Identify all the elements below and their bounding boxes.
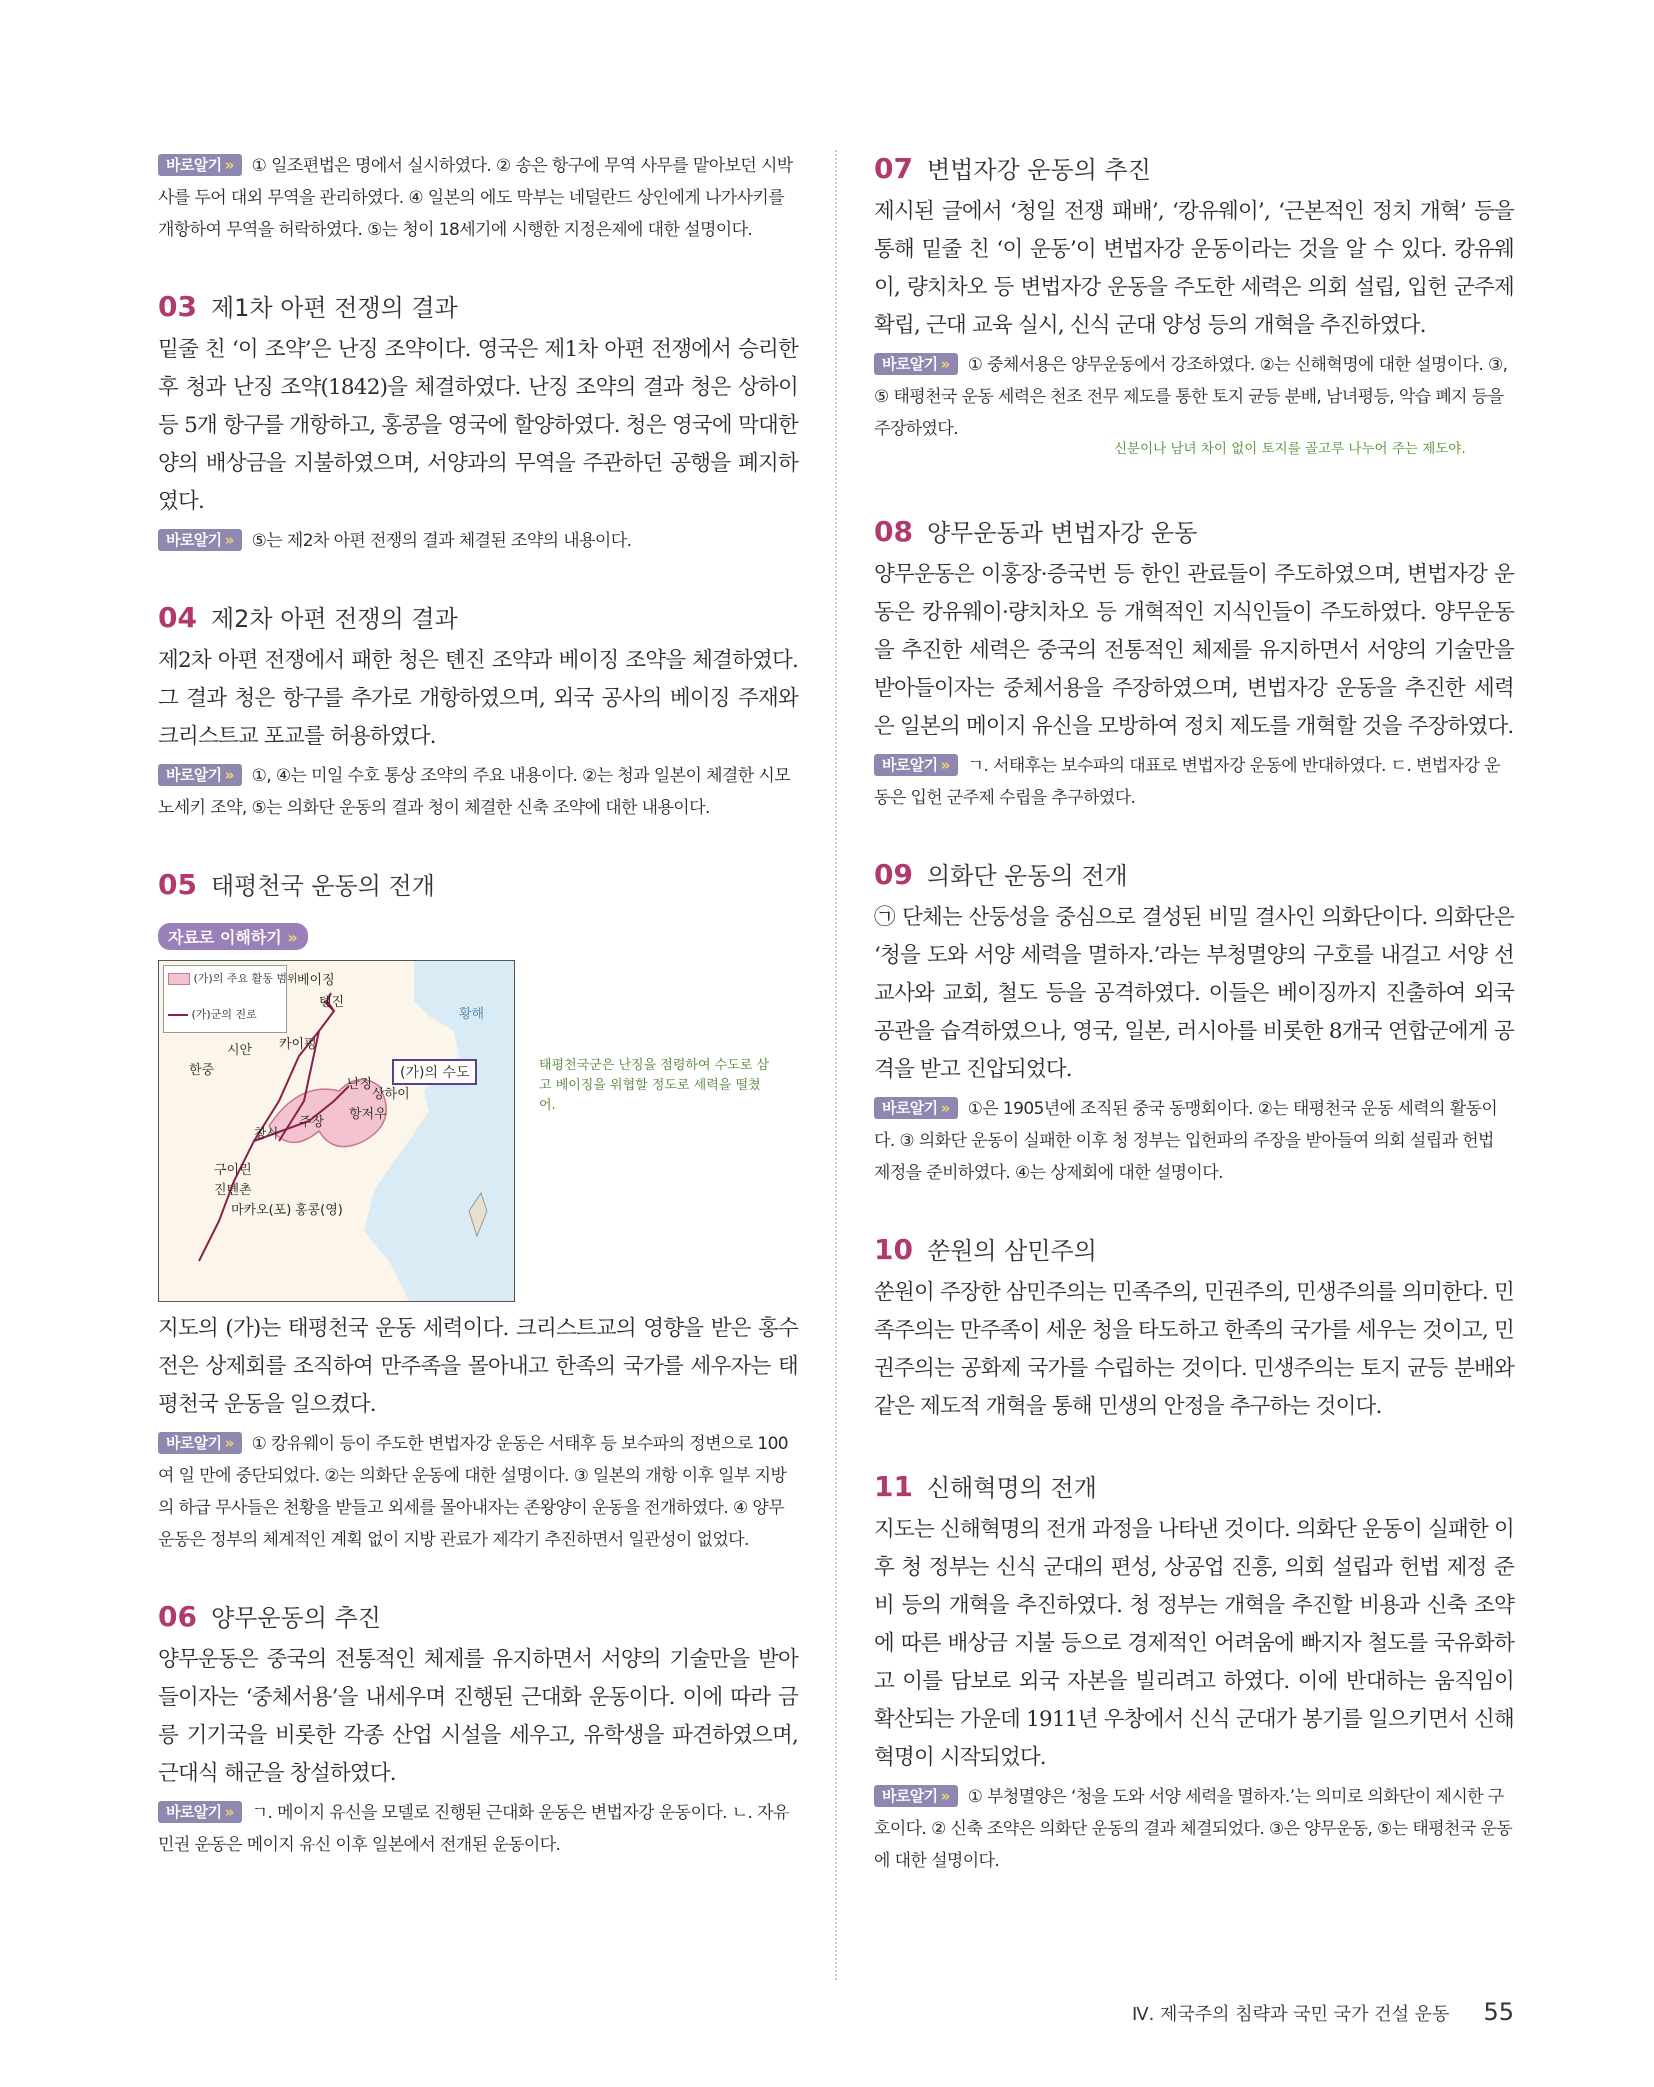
taiping-map bbox=[158, 960, 770, 1302]
section-08-title: 08 양무운동과 변법자강 운동 bbox=[874, 515, 1198, 548]
answer-badge: 바로알기 » bbox=[874, 1785, 958, 1807]
answer-badge: 바로알기 » bbox=[874, 353, 958, 375]
section-10-body: 쑨원이 주장한 삼민주의는 민족주의, 민권주의, 민생주의를 의미한다. 민족주의는 만주족이 세운 청을 타도하고 한족의 국가를 세우는 것이고, 민권주의는 공화제 국가를 수립하는 것이다. 민생주의는 토지 균등 분배와 같은 제도적 개혁을 통해 민생의 안정을 추구하는 것이다. bbox=[874, 1280, 1514, 1419]
sea-label: 황해 bbox=[459, 1007, 485, 1022]
section-09-note: 바로알기 » ①은 1905년에 조직된 중국 동맹회이다. ②는 태평천국 운동 세력의 활동이다. ③ 의화단 운동이 실패한 이후 청 정부는 입헌파의 주장을 받아들여 의회 설립과 헌법 제정을 준비하였다. ④는 상제회에 대한 설명이다. bbox=[874, 1099, 1498, 1183]
legend-area-swatch bbox=[168, 973, 190, 985]
section-04-note: 바로알기 » ①, ④는 미일 수호 통상 조약의 주요 내용이다. ②는 청과 일본이 체결한 시모노세키 조약, ⑤는 의화단 운동의 결과 청이 체결한 신축 조약에 대한 내용이다. bbox=[158, 766, 791, 818]
answer-badge: 바로알기 » bbox=[874, 1097, 958, 1119]
answer-badge: 바로알기 » bbox=[158, 529, 242, 551]
section-05-title: 05 태평천국 운동의 전개 bbox=[158, 868, 435, 901]
column-divider bbox=[835, 150, 837, 1980]
answer-badge: 바로알기 » bbox=[158, 1801, 242, 1823]
page-footer bbox=[1132, 1998, 1514, 2026]
place-changsha: 창사 bbox=[254, 1127, 280, 1142]
gloss-note: 신분이나 남녀 차이 없이 토지를 골고루 나누어 주는 제도야. bbox=[1114, 441, 1466, 457]
map-legend: (가)의 주요 활동 범위 (가)군의 진로 bbox=[163, 965, 287, 1033]
place-nanjing: 난징 bbox=[347, 1077, 373, 1092]
section-03-note: 바로알기 » ⑤는 제2차 아편 전쟁의 결과 체결된 조약의 내용이다. bbox=[158, 525, 798, 557]
answer-badge: 바로알기 » bbox=[158, 1432, 242, 1454]
section-05-note: 바로알기 » ① 캉유웨이 등이 주도한 변법자강 운동은 서태후 등 보수파의 정변으로 100여 일 만에 중단되었다. ②는 의화단 운동에 대한 설명이다. ③ 일본의 개항 이후 일부 지방의 하급 무사들은 천황을 받들고 외세를 몰아내자는 존왕양이 운동을 전개하였다. ④ 양무운동은 정부의 체계적인 계획 없이 지방 관료가 제각기 추진하면서 일관성이 없었다. bbox=[158, 1434, 788, 1550]
left-column bbox=[158, 150, 798, 1861]
section-06-note: 바로알기 » ㄱ. 메이지 유신을 모델로 진행된 근대화 운동은 변법자강 운동이다. ㄴ. 자유 민권 운동은 메이지 유신 이후 일본에서 전개된 운동이다. bbox=[158, 1803, 789, 1855]
section-04-title: 04 제2차 아편 전쟁의 결과 bbox=[158, 601, 458, 634]
place-kaifeng: 카이펑 bbox=[279, 1037, 317, 1052]
section-10-title: 10 쑨원의 삼민주의 bbox=[874, 1233, 1097, 1266]
section-03-title: 03 제1차 아편 전쟁의 결과 bbox=[158, 290, 458, 323]
map-callout: 태평천국군은 난징을 점령하여 수도로 삼고 베이징을 위협할 정도로 세력을 떨쳤어. bbox=[539, 1058, 770, 1113]
section-06-title: 06 양무운동의 추진 bbox=[158, 1600, 381, 1633]
section-03-body: 밑줄 친 ‘이 조약’은 난징 조약이다. 영국은 제1차 아편 전쟁에서 승리한 후 청과 난징 조약(1842)을 체결하였다. 난징 조약의 결과 청은 상하이 등 5개 항구를 개항하고, 홍콩을 영국에 할양하였다. 청은 영국에 막대한 양의 배상금을 지불하였으며, 서양과의 무역을 주관하던 공행을 폐지하였다. bbox=[158, 337, 798, 514]
section-07-body: 제시된 글에서 ‘청일 전쟁 패배’, ‘캉유웨이’, ‘근본적인 정치 개혁’ 등을 통해 밑줄 친 ‘이 운동’이 변법자강 운동이라는 것을 알 수 있다. 캉유웨이, 량치차오 등 변법자강 운동을 주도한 세력은 의회 설립, 입헌 군주제 확립, 근대 교육 실시, 신식 군대 양성 등의 개혁을 추진하였다. bbox=[874, 199, 1514, 338]
section-11-title: 11 신해혁명의 전개 bbox=[874, 1470, 1097, 1503]
legend-route-swatch bbox=[168, 1014, 188, 1016]
place-jintian: 진톈촌 bbox=[214, 1183, 252, 1198]
section-04-body: 제2차 아편 전쟁에서 패한 청은 톈진 조약과 베이징 조약을 체결하였다. 그 결과 청은 항구를 추가로 개항하였으며, 외국 공사의 베이징 주재와 크리스트교 포교를 허용하였다. bbox=[158, 648, 798, 749]
place-shanghai: 상하이 bbox=[372, 1087, 410, 1102]
place-xian: 시안 bbox=[227, 1043, 253, 1058]
place-beijing: 베이징 bbox=[297, 973, 335, 988]
place-tianjin: 톈진 bbox=[319, 995, 345, 1010]
data-tag: 자료로 이해하기 » bbox=[158, 923, 308, 950]
section-11-body: 지도는 신해혁명의 전개 과정을 나타낸 것이다. 의화단 운동이 실패한 이후 청 정부는 신식 군대의 편성, 상공업 진흥, 의회 설립과 헌법 제정 준비 등의 개혁을 추진하였다. 청 정부는 개혁을 추진할 비용과 신축 조약에 따른 배상금 지불 등으로 경제적인 어려움에 빠지자 철도를 국유화하고 이를 담보로 외국 자본을 빌리려고 하였다. 이에 반대하는 움직임이 확산되는 가운데 1911년 우창에서 신식 군대가 봉기를 일으키면서 신해혁명이 시작되었다. bbox=[874, 1517, 1514, 1770]
sea-area bbox=[364, 961, 514, 1301]
section-06-body: 양무운동은 중국의 전통적인 체제를 유지하면서 서양의 기술만을 받아들이자는 ‘중체서용’을 내세우며 진행된 근대화 운동이다. 이에 따라 금릉 기기국을 비롯한 각종 산업 시설을 세우고, 유학생을 파견하였으며, 근대식 해군을 창설하였다. bbox=[158, 1647, 798, 1786]
section-07-title: 07 변법자강 운동의 추진 bbox=[874, 152, 1151, 185]
section-09-title: 09 의화단 운동의 전개 bbox=[874, 858, 1128, 891]
intro-answer-note: 바로알기 » ① 일조편법은 명에서 실시하였다. ② 송은 항구에 무역 사무를 맡아보던 시박사를 두어 대외 무역을 관리하였다. ④ 일본의 에도 막부는 네덜란드 상인에게 나가사키를 개항하여 무역을 허락하였다. ⑤는 청이 18세기에 시행한 지정은제에 대한 설명이다. bbox=[158, 156, 793, 240]
section-08-body: 양무운동은 이홍장·증국번 등 한인 관료들이 주도하였으며, 변법자강 운동은 캉유웨이·량치차오 등 개혁적인 지식인들이 주도하였다. 양무운동을 추진한 세력은 중국의 전통적인 체제를 유지하면서 서양의 기술만을 받아들이자는 중체서용을 주장하였으며, 변법자강 운동을 추진한 세력은 일본의 메이지 유신을 모방하여 정치 제도를 개혁할 것을 주장하였다. bbox=[874, 562, 1514, 739]
answer-badge: 바로알기 » bbox=[874, 754, 958, 776]
page-number: 55 bbox=[1483, 1998, 1514, 2026]
section-05-body: 지도의 (가)는 태평천국 운동 세력이다. 크리스트교의 영향을 받은 홍수전은 상제회를 조직하여 만주족을 몰아내고 한족의 국가를 세우자는 태평천국 운동을 일으켰다. bbox=[158, 1316, 798, 1417]
place-jiujiang: 주장 bbox=[299, 1115, 325, 1130]
section-07-note: 바로알기 » ① 중체서용은 양무운동에서 강조하였다. ②는 신해혁명에 대한 설명이다. ③, ⑤ 태평천국 운동 세력은 천조 전무 제도를 통한 토지 균등 분배, 남녀평등, 악습 폐지 등을 주장하였다. bbox=[874, 355, 1508, 439]
place-hongkong: 홍콩(영) bbox=[295, 1203, 343, 1218]
section-08-note: 바로알기 » ㄱ. 서태후는 보수파의 대표로 변법자강 운동에 반대하였다. ㄷ. 변법자강 운동은 입헌 군주제 수립을 추구하였다. bbox=[874, 756, 1500, 808]
place-hanzhong: 한중 bbox=[189, 1063, 215, 1078]
chapter-title: Ⅳ. 제국주의 침략과 국민 국가 건설 운동 bbox=[1131, 2004, 1450, 2025]
answer-badge: 바로알기 » bbox=[158, 154, 242, 176]
right-column bbox=[874, 150, 1514, 1877]
answer-badge: 바로알기 » bbox=[158, 764, 242, 786]
section-11-note: 바로알기 » ① 부청멸양은 ‘청을 도와 서양 세력을 멸하자.’는 의미로 의화단이 제시한 구호이다. ② 신축 조약은 의화단 운동의 결과 체결되었다. ③은 양무운동, ⑤는 태평천국 운동에 대한 설명이다. bbox=[874, 1787, 1513, 1871]
place-hangzhou: 항저우 bbox=[349, 1107, 387, 1122]
capital-label: (가)의 수도 bbox=[392, 1059, 477, 1085]
place-macau: 마카오(포) bbox=[231, 1203, 292, 1218]
place-guilin: 구이린 bbox=[214, 1163, 252, 1178]
section-09-body: ㉠ 단체는 산둥성을 중심으로 결성된 비밀 결사인 의화단이다. 의화단은 ‘청을 도와 서양 세력을 멸하자.’라는 부청멸양의 구호를 내걸고 서양 선교사와 교회, 철도 등을 공격하였다. 이들은 베이징까지 진출하여 외국 공관을 습격하였으나, 영국, 일본, 러시아를 비롯한 8개국 연합군에게 공격을 받고 진압되었다. bbox=[874, 905, 1514, 1082]
